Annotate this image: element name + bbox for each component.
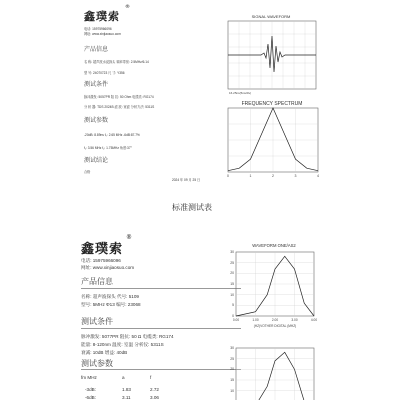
brand-mark-icon: ® — [125, 4, 130, 10]
section-test-params: 测试参数 — [81, 359, 113, 368]
param-line: -20dB: 8.89ns f₀: 2.65 MHz -6dB:87.7% — [84, 133, 140, 137]
param-line: f₁: 3.56 MHz f₂: 1.75MHz 角度:37° — [84, 146, 132, 150]
x-tick-label: 0.00 — [232, 318, 240, 322]
y-tick-label: 15 — [230, 282, 234, 286]
y-tick-label: 20 — [230, 271, 234, 275]
y-tick-label: 25 — [230, 261, 234, 265]
chart-xlabel: (HZ)VOTHER DIGITAL (MHZ) — [253, 324, 297, 328]
chart-signal-waveform — [215, 12, 325, 100]
param-row-value: 3.11 — [122, 395, 131, 400]
result-value: 合格 — [84, 170, 91, 174]
x-tick-label: 0 — [227, 174, 229, 178]
chart-frequency-spectrum — [210, 98, 330, 182]
condition-line: 脉冲激发: 5057PR 阻 抗: 50 Ohm 电缆类: RG174 — [84, 95, 154, 99]
y-tick-label: 20 — [230, 367, 234, 371]
caption-standard-test-sheet: 标准测试表 — [172, 203, 212, 212]
section-test-params: 测试参数 — [84, 117, 109, 124]
x-tick-label: 4.00 — [310, 318, 318, 322]
param-header: a — [122, 375, 125, 380]
y-tick-label: 10 — [230, 293, 234, 297]
y-tick-label: 0 — [232, 314, 234, 318]
y-tick-label: 10 — [230, 389, 234, 393]
section-test-result: 测试结论 — [84, 157, 109, 164]
param-header: fm MHz — [81, 375, 97, 380]
condition-line: 脉冲激发: 5077PR 阻抗: 50 Ω 电缆类: RG174 — [81, 334, 174, 339]
x-tick-label: 2.00 — [271, 318, 279, 322]
section-test-conditions: 测试条件 — [81, 317, 113, 326]
param-row-value: 2.72 — [150, 387, 159, 392]
section-divider — [81, 369, 241, 370]
chart-title: FREQUENCY SPECTRUM — [241, 101, 303, 107]
y-tick-label: 30 — [230, 250, 234, 254]
report-date: 2024 年 09 月 25 日 — [172, 178, 201, 182]
chart-waveform-one — [222, 240, 322, 330]
contact-web: 网址: www.xinjiaosuo.com — [84, 32, 121, 36]
brand-mark-icon: ® — [126, 234, 132, 241]
condition-line: 能量: 8-120nm 温度: 室温 分析仪: 5311S — [81, 342, 164, 347]
param-header: f — [150, 375, 152, 380]
x-tick-label: 3.00 — [291, 318, 298, 322]
info-line: 型 号: 24070723 尺 寸: Y356 — [84, 71, 125, 75]
section-product-info: 产品信息 — [81, 277, 113, 286]
chart-title: SIGNAL WAVEFORM — [251, 14, 291, 19]
param-row-value: 3.06 — [150, 395, 159, 400]
y-tick-label: 25 — [230, 357, 234, 361]
y-tick-label: 15 — [230, 378, 234, 382]
chart-xlabel: 16.25ns(5ns/div) — [229, 91, 252, 95]
x-tick-label: 3 — [294, 174, 297, 178]
section-product-info: 产品信息 — [84, 46, 109, 53]
x-tick-label: 1.00 — [252, 318, 259, 322]
section-test-conditions: 测试条件 — [84, 81, 109, 88]
y-tick-label: 30 — [230, 346, 234, 350]
section-divider — [81, 288, 241, 289]
condition-line: 分 析 器: TDS 2024B 滤 波: 宽滤 分析方法: 5311S — [84, 105, 155, 109]
contact-phone: 电话: 15975966096 — [81, 258, 121, 263]
y-tick-label: 5 — [232, 303, 234, 307]
x-tick-labels — [227, 174, 319, 178]
param-row-value: 1.83 — [122, 387, 131, 392]
info-line: 名 称: 超声波水浸探头 频率带宽: 2.5MHz/6.14 — [84, 60, 149, 64]
x-tick-label: 4 — [317, 174, 319, 178]
brand-name: 鑫璞索 — [81, 242, 124, 257]
brand-name: 鑫璞索 — [84, 10, 120, 23]
grid — [228, 108, 318, 172]
contact-phone: 电话: 15975966096 — [84, 27, 112, 31]
param-row-label: -6dB: — [85, 395, 96, 400]
info-line: 型号: 5MHz Φ13 编号: 23068 — [81, 302, 141, 307]
grid — [236, 252, 314, 316]
section-divider — [81, 328, 241, 329]
contact-web: 网址: www.xinjiaosuo.com — [81, 265, 135, 270]
condition-line: 衰减: 10dB 增益: 40dB — [81, 350, 128, 355]
chart-title: WAVEFORM ONE/AS2 — [252, 243, 296, 248]
x-tick-label: 1 — [249, 174, 252, 178]
x-tick-label: 2 — [272, 174, 274, 178]
info-line: 名称: 超声波探头 代号: 5109 — [81, 294, 139, 299]
chart-waveform-two — [222, 340, 322, 400]
grid — [236, 348, 314, 400]
param-row-label: -3dB: — [85, 387, 96, 392]
